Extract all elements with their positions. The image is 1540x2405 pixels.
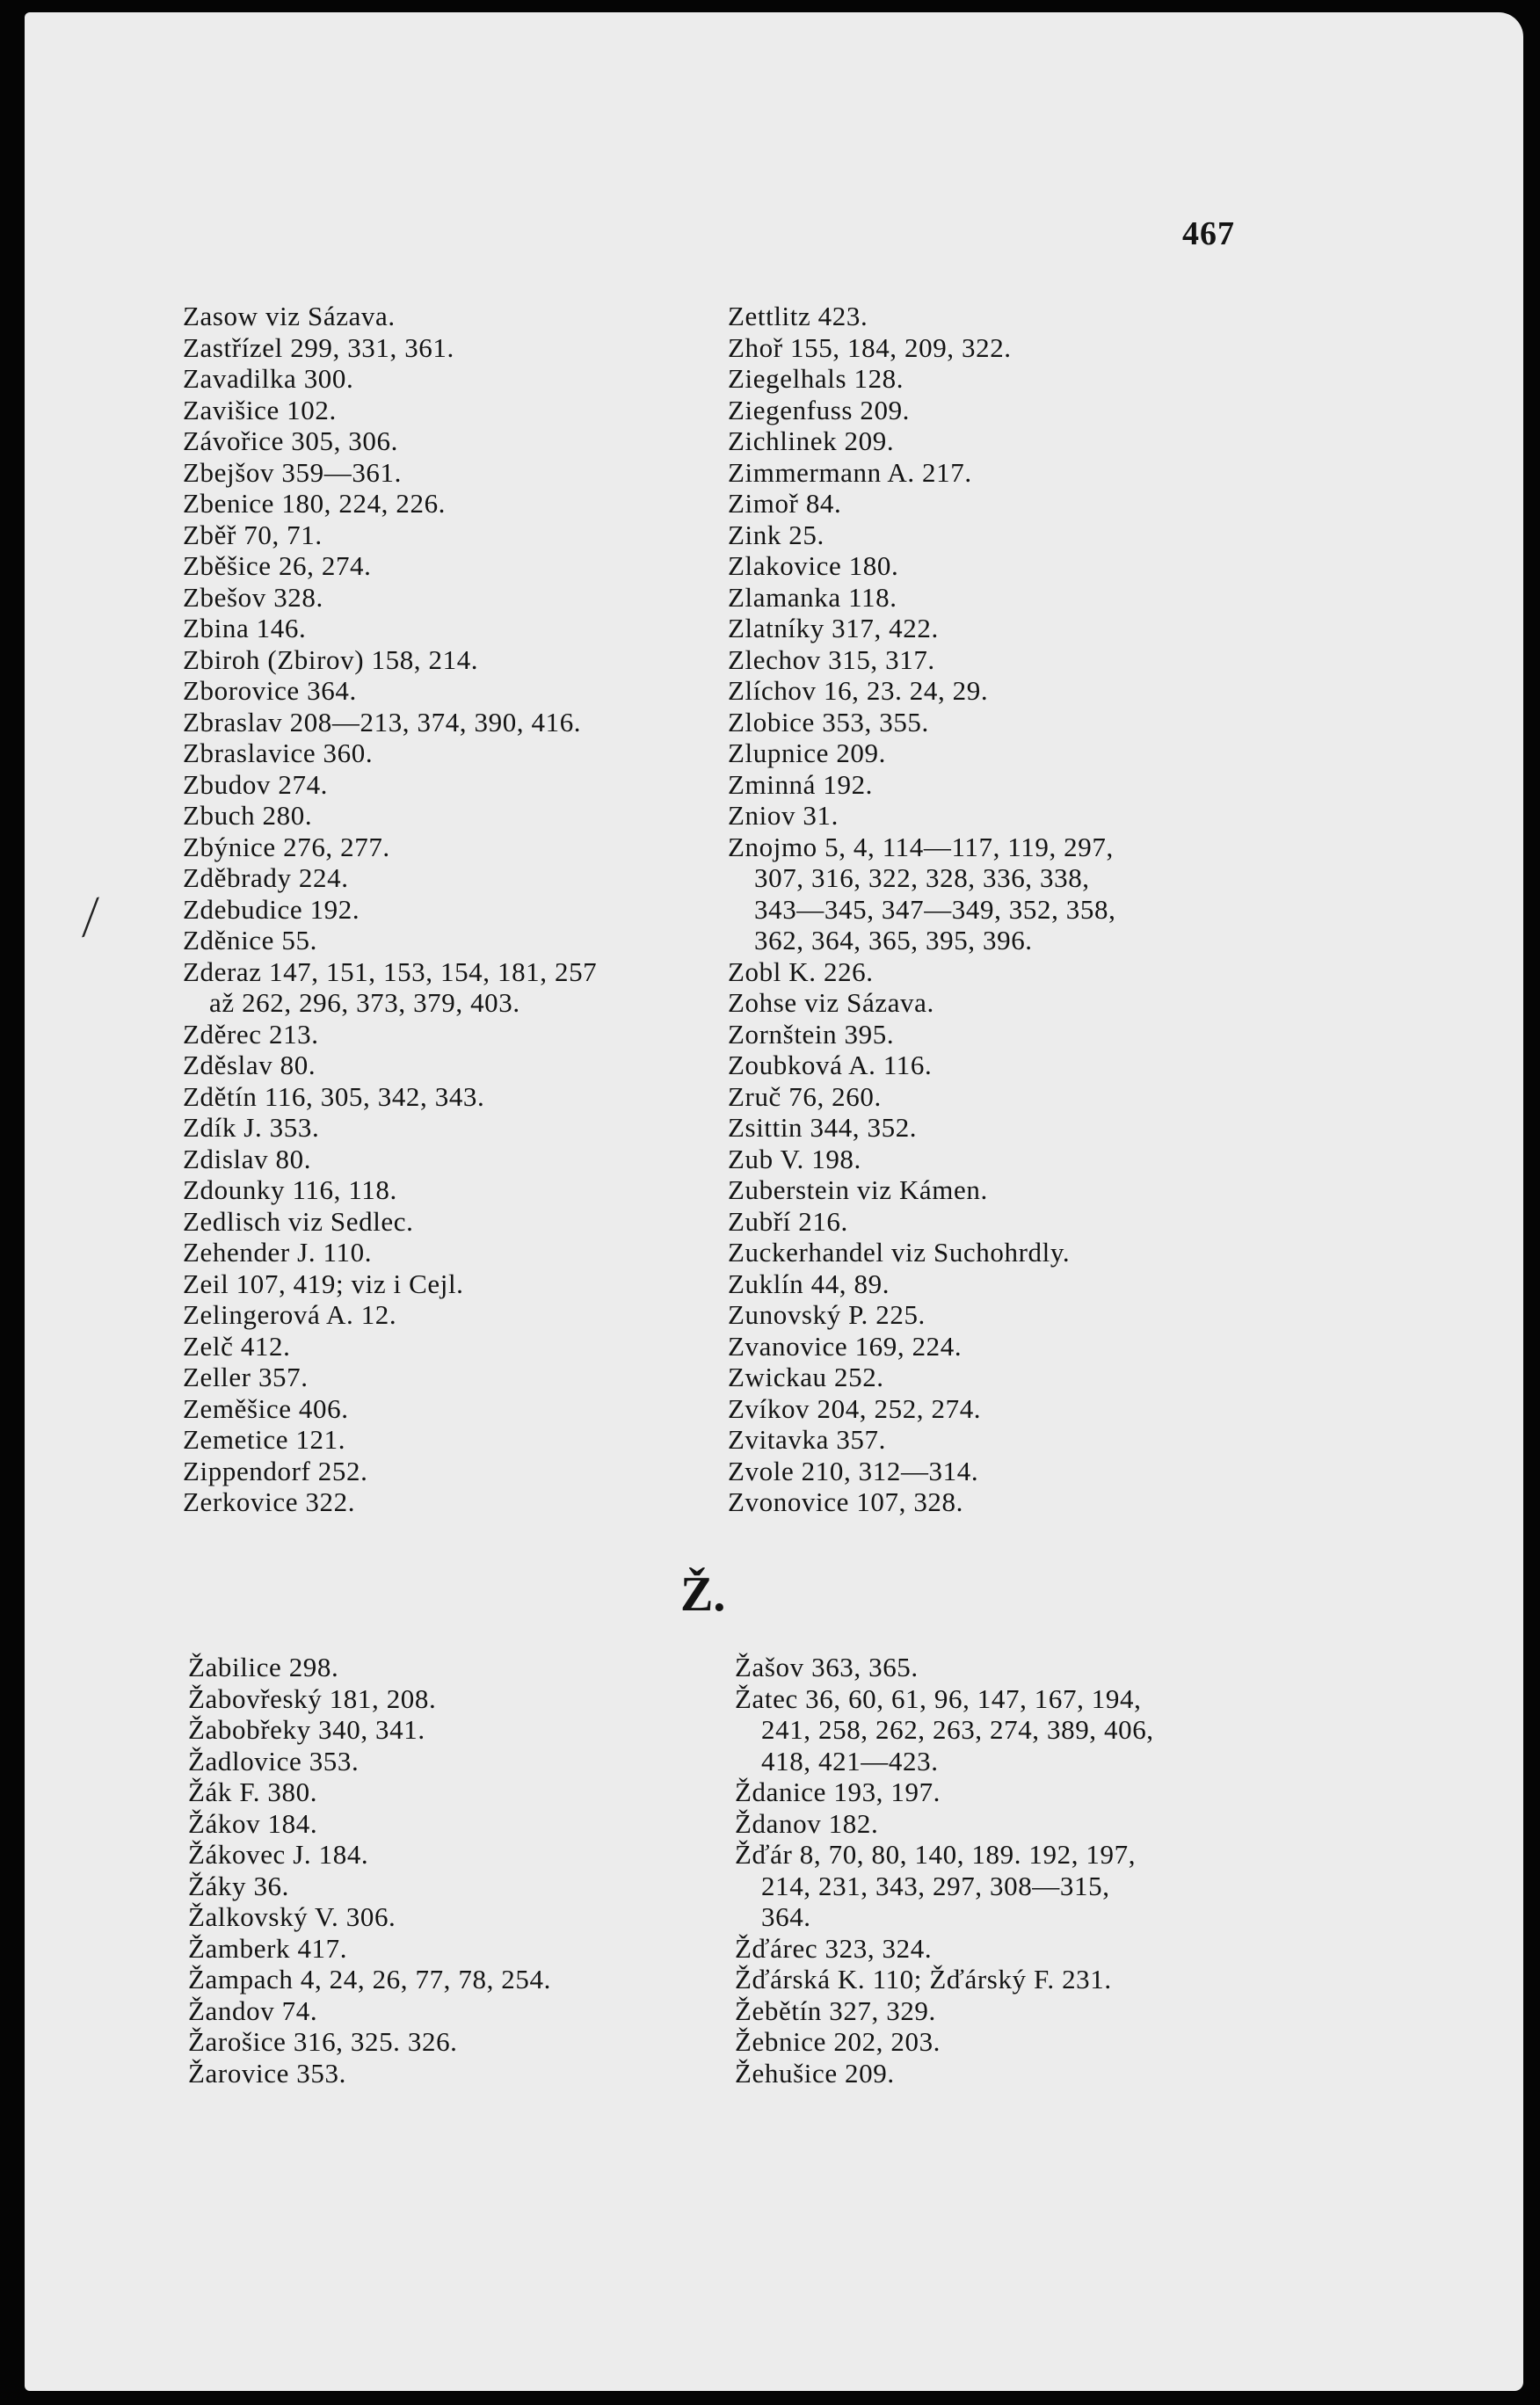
index-entry <box>728 1299 1115 1331</box>
index-entry <box>728 1424 1115 1456</box>
index-entry <box>183 862 597 894</box>
index-column-zh-right <box>735 1652 1154 2089</box>
index-entry-continuation: 362, 364, 365, 395, 396. <box>754 925 1033 955</box>
index-entry <box>183 1299 597 1331</box>
index-entry-text: Zink 25. <box>728 519 824 550</box>
index-entry-text: Zuklín 44, 89. <box>728 1268 890 1299</box>
index-entry-text: Zděrec 213. <box>183 1018 319 1050</box>
index-entry <box>728 1331 1115 1362</box>
index-entry-continuation: 241, 258, 262, 263, 274, 389, 406, <box>761 1714 1154 1745</box>
index-entry-text: Žarošice 316, 325. 326. <box>188 2026 458 2057</box>
index-entry-text: Zippendorf 252. <box>183 1455 368 1486</box>
index-entry <box>188 1933 551 1965</box>
index-entry <box>728 363 1115 395</box>
index-entry-text: Zběř 70, 71. <box>183 519 323 550</box>
index-entry-text: Zbuch 280. <box>183 800 313 831</box>
index-entry <box>183 457 597 489</box>
index-entry <box>188 1871 551 1902</box>
index-entry-continuation: až 262, 296, 373, 379, 403. <box>209 987 520 1018</box>
index-entry-text: Zohse viz Sázava. <box>728 987 934 1018</box>
index-entry-text: Žehušice 209. <box>735 2057 895 2089</box>
page-number: 467 <box>1182 215 1235 252</box>
index-entry-text: Zlíchov 16, 23. 24, 29. <box>728 675 989 706</box>
index-entry-text: Zelč 412. <box>183 1330 291 1362</box>
index-entry-text: Zoubková A. 116. <box>728 1050 933 1080</box>
index-entry-text: Zastřízel 299, 331, 361. <box>183 331 454 363</box>
index-entry <box>188 2058 551 2089</box>
index-entry-text: Zborovice 364. <box>183 675 357 706</box>
index-entry <box>728 1144 1115 1175</box>
index-entry-text: Zbejšov 359—361. <box>183 456 402 488</box>
index-entry <box>728 1237 1115 1268</box>
index-entry-text: Zbraslav 208—213, 374, 390, 416. <box>183 706 582 737</box>
index-entry-text: Zeller 357. <box>183 1362 309 1392</box>
index-entry <box>728 1362 1115 1393</box>
index-entry <box>183 894 597 926</box>
index-entry-text: Zelingerová A. 12. <box>183 1299 397 1330</box>
index-entry <box>735 1964 1154 1995</box>
index-entry <box>728 488 1115 520</box>
index-entry-text: Zeměšice 406. <box>183 1392 349 1424</box>
index-entry <box>188 1901 551 1933</box>
index-entry <box>188 1714 551 1746</box>
index-entry <box>728 457 1115 489</box>
index-entry <box>183 582 597 614</box>
index-entry-text: Zdounky 116, 118. <box>183 1174 397 1205</box>
index-entry <box>728 613 1115 644</box>
index-entry-text: Zuckerhandel viz Suchohrdly. <box>728 1237 1071 1268</box>
index-entry <box>183 675 597 707</box>
index-entry <box>728 644 1115 676</box>
index-entry-text: Zvíkov 204, 252, 274. <box>728 1392 982 1424</box>
index-entry-text: Zhoř 155, 184, 209, 322. <box>728 331 1012 363</box>
index-entry <box>728 550 1115 582</box>
index-entry <box>188 1652 551 1683</box>
index-entry-text: Zimoř 84. <box>728 488 842 519</box>
index-entry <box>728 1112 1115 1144</box>
index-entry-text: Zedlisch viz Sedlec. <box>183 1205 414 1237</box>
index-entry <box>183 1486 597 1518</box>
index-entry-text: Žarovice 353. <box>188 2057 346 2089</box>
index-entry <box>735 1808 1154 1840</box>
index-entry-text: Zbiroh (Zbirov) 158, 214. <box>183 643 479 675</box>
index-entry-text: Zichlinek 209. <box>728 425 895 456</box>
index-entry <box>183 613 597 644</box>
index-entry <box>183 488 597 520</box>
index-entry-text: Závořice 305, 306. <box>183 425 398 456</box>
index-entry <box>183 425 597 457</box>
index-entry-text: Zub V. 198. <box>728 1143 861 1174</box>
index-page <box>25 12 1523 2391</box>
index-entry <box>728 425 1115 457</box>
index-entry-text: Zwickau 252. <box>728 1362 884 1392</box>
index-entry <box>728 1393 1115 1425</box>
index-entry-text: Žáky 36. <box>188 1870 289 1901</box>
index-entry-continuation: 214, 231, 343, 297, 308—315, <box>761 1870 1110 1901</box>
index-entry-text: Zlakovice 180. <box>728 550 899 581</box>
index-entry <box>728 301 1115 332</box>
index-entry-text: Zvanovice 169, 224. <box>728 1330 962 1362</box>
index-entry <box>728 800 1115 832</box>
index-entry <box>183 800 597 832</box>
index-entry-text: Zavišice 102. <box>183 394 337 425</box>
index-entry-text: Žamberk 417. <box>188 1932 348 1964</box>
index-entry <box>728 675 1115 707</box>
index-entry <box>183 301 597 332</box>
index-entry-text: Žďárec 323, 324. <box>735 1932 933 1964</box>
index-entry <box>728 737 1115 769</box>
index-entry-continuation: 418, 421—423. <box>761 1745 939 1777</box>
index-entry-text: Zvole 210, 312—314. <box>728 1455 979 1486</box>
index-entry-text: Zvitavka 357. <box>728 1424 886 1455</box>
index-entry <box>183 1206 597 1238</box>
index-entry <box>183 520 597 551</box>
index-entry-text: Zavadilka 300. <box>183 363 354 394</box>
index-entry <box>188 2026 551 2058</box>
index-entry-text: Zsittin 344, 352. <box>728 1112 918 1143</box>
index-entry-text: Zlobice 353, 355. <box>728 706 929 737</box>
index-entry-text: Zerkovice 322. <box>183 1486 356 1517</box>
index-entry-text: Žabovřeský 181, 208. <box>188 1682 437 1714</box>
index-entry-text: Zvonovice 107, 328. <box>728 1486 963 1517</box>
index-entry <box>728 1268 1115 1300</box>
index-entry-text: Ždanice 193, 197. <box>735 1777 941 1807</box>
index-entry <box>728 332 1115 364</box>
index-entry-text: Zehender J. 110. <box>183 1237 373 1268</box>
index-entry <box>183 1237 597 1268</box>
index-column-z-right <box>728 301 1115 1518</box>
index-entry-continuation: 343—345, 347—349, 352, 358, <box>754 893 1116 925</box>
index-entry-text: Žákovec J. 184. <box>188 1839 369 1870</box>
index-entry <box>728 987 1115 1019</box>
index-entry <box>728 1081 1115 1113</box>
index-entry <box>183 332 597 364</box>
index-entry-text: Žabilice 298. <box>188 1652 339 1682</box>
index-entry <box>735 2058 1154 2089</box>
index-entry-text: Zettlitz 423. <box>728 301 868 331</box>
index-entry <box>728 1019 1115 1050</box>
index-entry <box>183 1362 597 1393</box>
index-entry <box>183 1174 597 1206</box>
index-entry <box>728 1206 1115 1238</box>
section-heading: Ž. <box>680 1567 726 1622</box>
index-entry-text: Zběšice 26, 274. <box>183 550 372 581</box>
index-entry <box>735 1839 1154 1933</box>
index-entry <box>183 363 597 395</box>
index-entry-text: Zlechov 315, 317. <box>728 643 935 675</box>
index-entry-text: Zlupnice 209. <box>728 737 886 768</box>
index-entry-text: Ziegenfuss 209. <box>728 394 911 425</box>
index-entry-text: Ziegelhals 128. <box>728 363 904 394</box>
index-entry-text: Zimmermann A. 217. <box>728 456 972 488</box>
index-entry <box>728 707 1115 738</box>
index-entry-text: Žandov 74. <box>188 1994 318 2026</box>
index-entry-text: Zděnice 55. <box>183 925 317 955</box>
index-entry-text: Žalkovský V. 306. <box>188 1901 396 1932</box>
index-entry-text: Zunovský P. 225. <box>728 1299 926 1330</box>
index-entry <box>188 1808 551 1840</box>
index-entry <box>728 832 1115 956</box>
index-entry <box>183 644 597 676</box>
index-entry <box>188 1839 551 1871</box>
index-entry <box>728 395 1115 426</box>
index-column-z-left <box>183 301 597 1518</box>
index-entry <box>728 1486 1115 1518</box>
index-entry <box>188 1683 551 1715</box>
index-entry <box>183 956 597 1019</box>
index-entry <box>728 1174 1115 1206</box>
index-entry-text: Žebnice 202, 203. <box>735 2026 941 2057</box>
index-entry-text: Žďár 8, 70, 80, 140, 189. 192, 197, <box>735 1839 1137 1870</box>
index-entry <box>183 1268 597 1300</box>
index-entry-text: Žďárská K. 110; Žďárský F. 231. <box>735 1964 1112 1994</box>
index-entry-text: Zdětín 116, 305, 342, 343. <box>183 1080 485 1112</box>
index-entry-text: Zdebudice 192. <box>183 893 360 925</box>
index-entry <box>728 1456 1115 1487</box>
index-entry-text: Zubří 216. <box>728 1205 848 1237</box>
index-entry <box>728 769 1115 801</box>
index-entry-text: Zderaz 147, 151, 153, 154, 181, 257 <box>183 955 598 987</box>
index-entry-text: Zděslav 80. <box>183 1050 316 1080</box>
index-entry <box>728 1050 1115 1081</box>
index-entry <box>183 1393 597 1425</box>
index-entry <box>188 1777 551 1808</box>
index-entry-text: Zemetice 121. <box>183 1424 346 1455</box>
index-entry <box>183 1112 597 1144</box>
index-entry-text: Zniov 31. <box>728 800 839 831</box>
index-entry <box>728 956 1115 988</box>
index-entry-text: Žebětín 327, 329. <box>735 1994 936 2026</box>
index-entry <box>183 832 597 863</box>
index-entry-text: Žákov 184. <box>188 1807 318 1839</box>
index-entry <box>188 1746 551 1777</box>
index-entry <box>735 1933 1154 1965</box>
index-entry-text: Zdislav 80. <box>183 1143 312 1174</box>
index-entry-text: Ždanov 182. <box>735 1807 879 1839</box>
index-entry-text: Zeil 107, 419; viz i Cejl. <box>183 1268 464 1299</box>
index-entry <box>728 520 1115 551</box>
index-entry <box>735 1995 1154 2027</box>
index-entry <box>183 1331 597 1362</box>
index-entry-text: Zbraslavice 360. <box>183 737 374 768</box>
index-entry-text: Zbudov 274. <box>183 768 329 800</box>
index-entry-text: Zbenice 180, 224, 226. <box>183 488 447 519</box>
index-entry-text: Zlamanka 118. <box>728 581 897 613</box>
index-entry <box>183 1144 597 1175</box>
index-entry <box>728 582 1115 614</box>
index-entry <box>188 1964 551 1995</box>
index-entry <box>735 1777 1154 1808</box>
margin-pencil-mark: ⁄ <box>78 887 103 947</box>
index-entry <box>735 2026 1154 2058</box>
index-column-zh-left <box>188 1652 551 2089</box>
index-entry-text: Zdík J. 353. <box>183 1112 320 1143</box>
index-entry-text: Žadlovice 353. <box>188 1745 360 1777</box>
index-entry <box>183 550 597 582</box>
index-entry <box>183 769 597 801</box>
index-entry <box>183 1081 597 1113</box>
index-entry-continuation: 307, 316, 322, 328, 336, 338, <box>754 862 1090 893</box>
index-entry <box>183 395 597 426</box>
index-entry <box>183 737 597 769</box>
index-entry-text: Žatec 36, 60, 61, 96, 147, 167, 194, <box>735 1682 1142 1714</box>
index-entry <box>735 1683 1154 1777</box>
index-entry <box>183 1424 597 1456</box>
index-entry-text: Žabobřeky 340, 341. <box>188 1714 425 1745</box>
index-entry-text: Zděbrady 224. <box>183 862 349 893</box>
index-entry-text: Žák F. 380. <box>188 1777 318 1807</box>
index-entry <box>188 1995 551 2027</box>
index-entry-text: Zuberstein viz Kámen. <box>728 1174 988 1205</box>
index-entry-text: Zasow viz Sázava. <box>183 301 396 331</box>
book-binding-edge <box>0 0 25 2405</box>
index-entry-text: Žašov 363, 365. <box>735 1652 919 1682</box>
index-entry-text: Zminná 192. <box>728 768 874 800</box>
index-entry-text: Zornštein 395. <box>728 1018 895 1050</box>
index-entry <box>735 1652 1154 1683</box>
index-entry-text: Žampach 4, 24, 26, 77, 78, 254. <box>188 1964 551 1994</box>
index-entry <box>183 925 597 956</box>
index-entry-text: Zbýnice 276, 277. <box>183 831 390 862</box>
index-entry-text: Zbešov 328. <box>183 581 323 613</box>
index-entry <box>183 1019 597 1050</box>
index-entry-text: Zlatníky 317, 422. <box>728 613 939 643</box>
index-entry-text: Zbina 146. <box>183 613 307 643</box>
index-entry <box>183 707 597 738</box>
index-entry <box>183 1456 597 1487</box>
index-entry-text: Zruč 76, 260. <box>728 1080 882 1112</box>
index-entry-text: Zobl K. 226. <box>728 955 874 987</box>
index-entry-text: Znojmo 5, 4, 114—117, 119, 297, <box>728 831 1114 862</box>
index-entry-continuation: 364. <box>761 1901 811 1932</box>
index-entry <box>183 1050 597 1081</box>
